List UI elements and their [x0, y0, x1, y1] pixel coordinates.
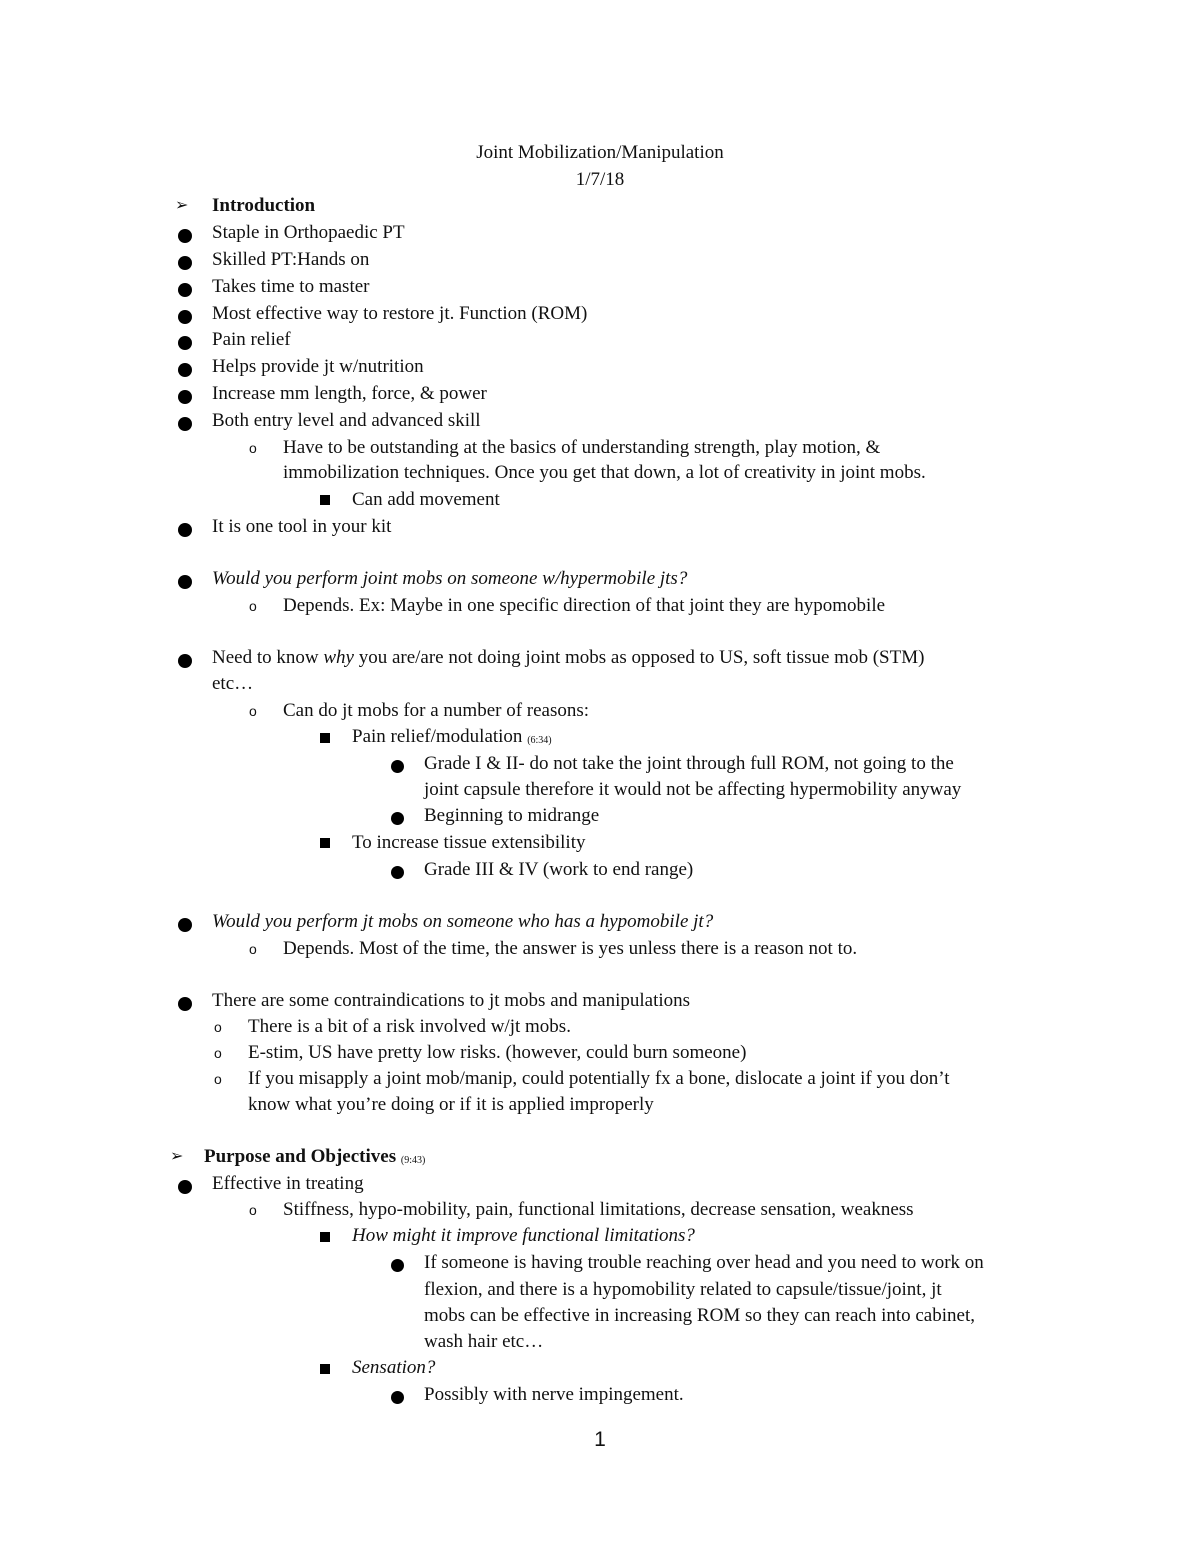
- list-item: Possibly with nerve impingement.: [424, 1384, 684, 1405]
- square-bullet-icon: [320, 838, 330, 848]
- list-item: Helps provide jt w/nutrition: [212, 356, 424, 377]
- sub-bullet-icon: o: [249, 1202, 257, 1218]
- list-item: [352, 725, 552, 753]
- text-run: you are/are not doing joint mobs as opposed to US, soft tissue mob (STM): [353, 647, 925, 668]
- list-item: [212, 646, 924, 670]
- list-item: Can do jt mobs for a number of reasons:: [283, 700, 590, 721]
- sub-bullet-icon: o: [214, 1071, 222, 1087]
- list-item-continued: mobs can be effective in increasing ROM so they can reach into cabinet,: [424, 1305, 975, 1326]
- bullet-icon: [178, 283, 192, 297]
- list-item: If you misapply a joint mob/manip, could potentially fx a bone, dislocate a joint if you don’t: [248, 1068, 950, 1089]
- section-heading-introduction: Introduction: [212, 195, 316, 216]
- list-item-continued: know what you’re doing or if it is applied improperly: [248, 1094, 654, 1115]
- bullet-icon: [391, 812, 404, 825]
- list-item: Skilled PT:Hands on: [212, 249, 370, 270]
- bullet-icon: [178, 918, 192, 932]
- timestamp: (6:34): [527, 735, 552, 746]
- list-item: It is one tool in your kit: [212, 516, 392, 537]
- list-item-continued: wash hair etc…: [424, 1331, 544, 1352]
- answer-hypermobile: Depends. Ex: Maybe in one specific direction of that joint they are hypomobile: [283, 595, 886, 616]
- bullet-icon: [178, 310, 192, 324]
- square-bullet-icon: [320, 495, 330, 505]
- bullet-icon: [391, 1391, 404, 1404]
- page-number: 1: [594, 1428, 606, 1451]
- sub-bullet-icon: o: [214, 1019, 222, 1035]
- list-item: Pain relief: [212, 329, 291, 350]
- question-functional: How might it improve functional limitations?: [352, 1225, 695, 1246]
- section-heading-purpose: [204, 1145, 425, 1173]
- list-item: To increase tissue extensibility: [352, 832, 586, 853]
- text-run: Need to know: [212, 647, 324, 668]
- sub-bullet-icon: o: [249, 440, 257, 456]
- list-item: Have to be outstanding at the basics of understanding strength, play motion, &: [283, 437, 881, 458]
- list-item-continued: flexion, and there is a hypomobility related to capsule/tissue/joint, jt: [424, 1279, 942, 1300]
- list-item: Takes time to master: [212, 276, 370, 297]
- answer-hypomobile: Depends. Most of the time, the answer is yes unless there is a reason not to.: [283, 938, 858, 959]
- bullet-icon: [178, 336, 192, 350]
- list-item-continued: etc…: [212, 673, 254, 694]
- bullet-icon: [178, 363, 192, 377]
- bullet-icon: [178, 654, 192, 668]
- emphasis-why: why: [323, 647, 354, 668]
- bullet-icon: [391, 1259, 404, 1272]
- bullet-icon: [391, 760, 404, 773]
- sub-bullet-icon: o: [249, 598, 257, 614]
- list-item-continued: immobilization techniques. Once you get that down, a lot of creativity in joint mobs.: [283, 462, 926, 483]
- bullet-icon: [178, 997, 192, 1011]
- list-item: Grade I & II- do not take the joint through full ROM, not going to the: [424, 753, 954, 774]
- list-item-continued: joint capsule therefore it would not be affecting hypermobility anyway: [424, 779, 962, 800]
- bullet-icon: [391, 866, 404, 879]
- bullet-icon: [178, 575, 192, 589]
- question-sensation: Sensation?: [352, 1357, 436, 1378]
- bullet-icon: [178, 390, 192, 404]
- list-item: Effective in treating: [212, 1173, 364, 1194]
- list-item: If someone is having trouble reaching over head and you need to work on: [424, 1252, 984, 1273]
- sub-bullet-icon: o: [249, 703, 257, 719]
- bullet-icon: [178, 229, 192, 243]
- sub-bullet-icon: o: [249, 941, 257, 957]
- bullet-icon: [178, 256, 192, 270]
- list-item: Staple in Orthopaedic PT: [212, 222, 405, 243]
- question-hypermobile: Would you perform joint mobs on someone w/hypermobile jts?: [212, 568, 688, 589]
- list-item: Grade III & IV (work to end range): [424, 859, 694, 880]
- list-item: E-stim, US have pretty low risks. (however, could burn someone): [248, 1042, 747, 1063]
- square-bullet-icon: [320, 1232, 330, 1242]
- list-item: Both entry level and advanced skill: [212, 410, 481, 431]
- square-bullet-icon: [320, 1364, 330, 1374]
- doc-date: 1/7/18: [575, 169, 625, 190]
- question-hypomobile: Would you perform jt mobs on someone who has a hypomobile jt?: [212, 911, 714, 932]
- bullet-icon: [178, 1180, 192, 1194]
- list-item: Increase mm length, force, & power: [212, 383, 487, 404]
- timestamp: (9:43): [400, 1155, 426, 1166]
- list-item: Most effective way to restore jt. Function (ROM): [212, 303, 588, 324]
- arrowhead-bullet-icon: ➢: [170, 1148, 184, 1165]
- sub-bullet-icon: o: [214, 1045, 222, 1061]
- list-item: There is a bit of a risk involved w/jt mobs.: [248, 1016, 571, 1037]
- arrowhead-bullet-icon: ➢: [175, 197, 189, 214]
- list-item: Stiffness, hypo-mobility, pain, functional limitations, decrease sensation, weakness: [283, 1199, 914, 1220]
- bullet-icon: [178, 523, 192, 537]
- list-item: Can add movement: [352, 489, 500, 510]
- bullet-icon: [178, 417, 192, 431]
- text-run: Pain relief/modulation: [352, 726, 523, 747]
- list-item: There are some contraindications to jt mobs and manipulations: [212, 990, 691, 1011]
- list-item: Beginning to midrange: [424, 805, 600, 826]
- square-bullet-icon: [320, 733, 330, 743]
- doc-title: Joint Mobilization/Manipulation: [476, 142, 724, 163]
- heading-text: Purpose and Objectives: [204, 1146, 397, 1167]
